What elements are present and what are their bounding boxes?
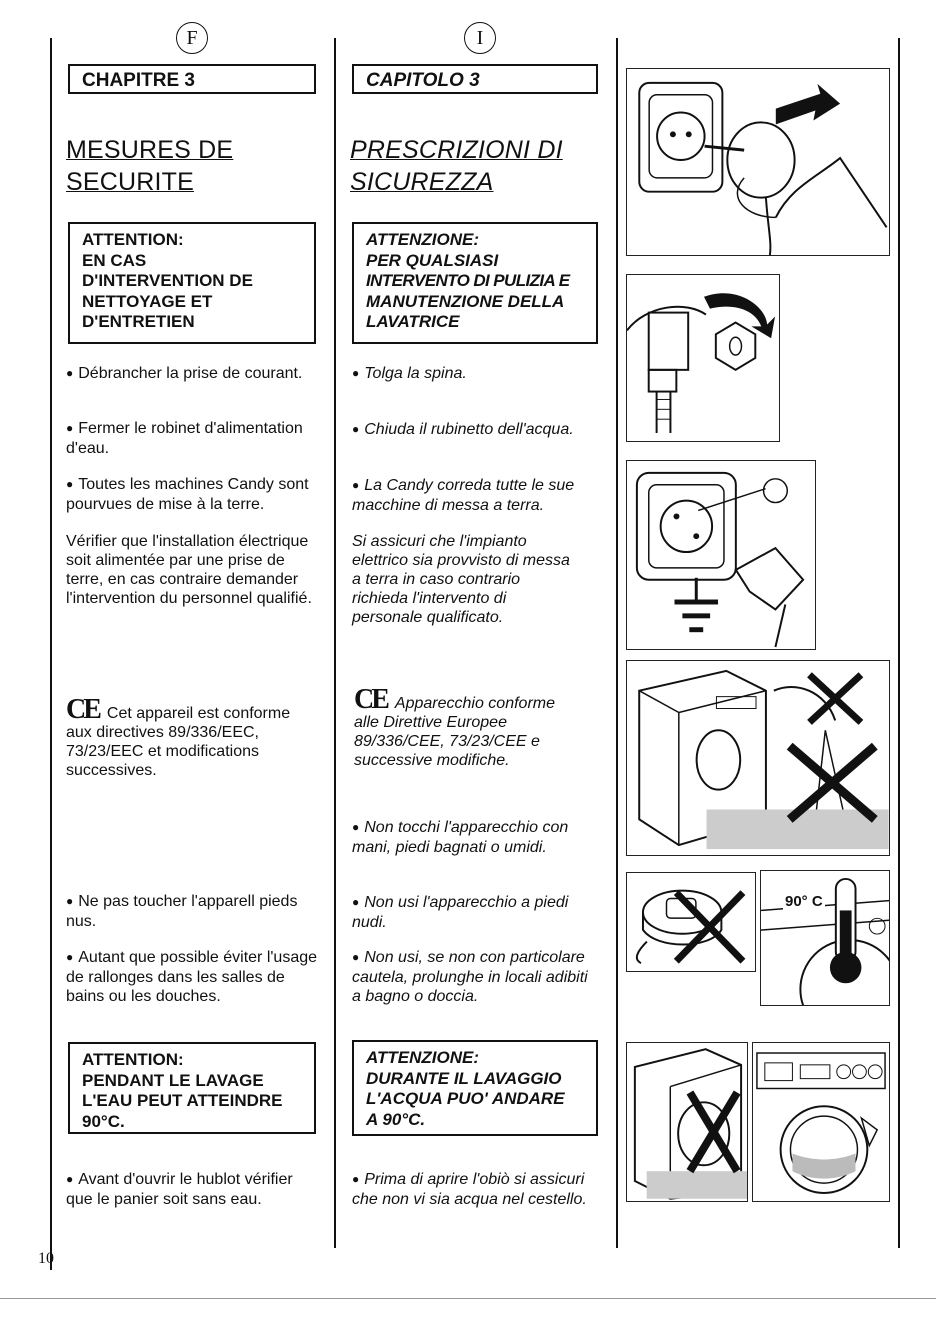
french-unplug-instruction: ● Débrancher la prise de courant. bbox=[66, 364, 306, 384]
warning-line: D'INTERVENTION DE bbox=[82, 271, 253, 290]
italian-wet-hands-instruction: ● Non tocchi l'apparecchio con mani, piedi bagnati o umidi. bbox=[352, 818, 598, 857]
bottom-scan-line bbox=[0, 1298, 936, 1299]
italian-title-line: PRESCRIZIONI DI bbox=[350, 136, 563, 164]
french-temperature-warning-box bbox=[68, 1042, 316, 1134]
italian-close-tap-instruction: ● Chiuda il rubinetto dell'acqua. bbox=[352, 420, 592, 440]
control-panel-icon bbox=[753, 1043, 889, 1201]
warning-line: PENDANT LE LAVAGE bbox=[82, 1070, 264, 1090]
italian-language-badge: I bbox=[464, 22, 496, 54]
italian-unplug-instruction: ● Tolga la spina. bbox=[352, 364, 592, 384]
right-margin-rule bbox=[898, 38, 900, 1248]
column-divider-rule bbox=[334, 38, 336, 1248]
unplug-socket-illustration bbox=[626, 68, 890, 256]
page-number: 10 bbox=[38, 1250, 54, 1267]
french-cleaning-warning-box bbox=[68, 222, 316, 344]
thermometer-icon bbox=[761, 871, 889, 1005]
italian-earthing-instruction: ● La Candy correda tutte le sue macchine di messa a terra. bbox=[352, 476, 598, 515]
french-extension-instruction: ● Autant que possible éviter l'usage de rallonges dans les salles de bains ou les douches. bbox=[66, 948, 320, 1006]
french-title-line: MESURES DE bbox=[66, 136, 234, 164]
italian-cleaning-warning-box bbox=[352, 222, 598, 344]
french-earthing-check-text: Vérifier que l'installation électrique soit alimentée par une prise de terre, en cas contraire demander l'intervention du personnel qualifié. bbox=[66, 533, 312, 607]
french-language-badge: F bbox=[176, 22, 208, 54]
warning-line: PER QUALSIASI bbox=[366, 250, 499, 270]
open-door-water-illustration bbox=[626, 1042, 748, 1202]
extension-cord-icon bbox=[627, 873, 755, 971]
extension-lead-prohibited-illustration bbox=[626, 872, 756, 972]
french-ce-conformity: CE Cet appareil est conforme aux directives 89/336/EEC, 73/23/EEC et modifications successives. bbox=[66, 694, 291, 779]
wet-hands-prohibited-illustration bbox=[626, 660, 890, 856]
italian-title-line: SICUREZZA bbox=[350, 168, 494, 196]
warning-line: 90°C. bbox=[82, 1111, 125, 1131]
french-door-instruction: ● Avant d'ouvrir le hublot vérifier que le panier soit sans eau. bbox=[66, 1170, 320, 1209]
french-earthing-instruction: ● Toutes les machines Candy sont pourvues de mise à la terre. bbox=[66, 475, 320, 514]
ce-mark-logo: CE bbox=[354, 684, 387, 715]
warning-line: MANUTENZIONE DELLA bbox=[366, 291, 565, 311]
warning-line: ATTENZIONE: bbox=[366, 230, 480, 249]
french-close-tap-instruction: ● Fermer le robinet d'alimentation d'eau. bbox=[66, 419, 306, 458]
left-margin-rule bbox=[50, 38, 52, 1270]
warning-line: LAVATRICE bbox=[366, 312, 460, 331]
italian-section-title bbox=[350, 134, 563, 198]
temperature-label: 90° C bbox=[785, 893, 823, 910]
italian-ce-conformity: CE Apparecchio conforme alle Direttive Europee 89/336/CEE, 73/23/CEE e successive modifiche. bbox=[354, 684, 555, 769]
hand-unplugging-icon bbox=[627, 69, 889, 255]
french-section-title bbox=[66, 134, 233, 198]
italian-barefoot-instruction: ● Non usi l'apparecchio a piedi nudi. bbox=[352, 893, 592, 932]
warning-line: A 90°C. bbox=[366, 1109, 426, 1129]
warning-line: NETTOYAGE ET bbox=[82, 291, 213, 311]
italian-door-instruction: ● Prima di aprire l'obiò si assicuri che non vi sia acqua nel cestello. bbox=[352, 1170, 602, 1209]
warning-line: L'EAU PEUT ATTEINDRE bbox=[82, 1091, 283, 1110]
warning-line: ATTENTION: bbox=[82, 1050, 184, 1069]
warning-line: ATTENZIONE: bbox=[366, 1048, 480, 1067]
italian-temperature-warning-box bbox=[352, 1040, 598, 1136]
hot-water-temperature-illustration bbox=[760, 870, 890, 1006]
illustration-divider-rule bbox=[616, 38, 618, 1248]
italian-earthing-check-text: Si assicuri che l'impianto elettrico sia provvisto di messa a terra in caso contrario richieda l'intervento di personale qualificato. bbox=[352, 533, 570, 626]
ce-mark-logo: CE bbox=[66, 694, 99, 725]
water-tap-icon bbox=[627, 275, 779, 441]
prohibited-cross-icon bbox=[627, 661, 889, 855]
earthed-socket-illustration bbox=[626, 460, 816, 650]
warning-line: INTERVENTO DI PULIZIA E bbox=[366, 271, 570, 290]
empty-drum-check-illustration bbox=[752, 1042, 890, 1202]
warning-line: D'ENTRETIEN bbox=[82, 312, 195, 331]
warning-line: ATTENTION: bbox=[82, 230, 184, 249]
earth-ground-icon bbox=[627, 461, 815, 649]
washing-machine-icon bbox=[627, 1043, 747, 1201]
warning-line: L'ACQUA PUO' ANDARE bbox=[366, 1089, 565, 1108]
french-barefoot-instruction: ● Ne pas toucher l'apparell pieds nus. bbox=[66, 892, 316, 931]
warning-line: DURANTE IL LAVAGGIO bbox=[366, 1068, 562, 1088]
italian-extension-instruction: ● Non usi, se non con particolare cautela, prolunghe in locali adibiti a bagno o doccia. bbox=[352, 948, 598, 1006]
french-chapter-heading: CHAPITRE 3 bbox=[68, 64, 316, 94]
warning-line: EN CAS bbox=[82, 250, 147, 270]
french-title-line: SECURITE bbox=[66, 168, 195, 196]
italian-chapter-heading: CAPITOLO 3 bbox=[352, 64, 598, 94]
water-tap-illustration bbox=[626, 274, 780, 442]
